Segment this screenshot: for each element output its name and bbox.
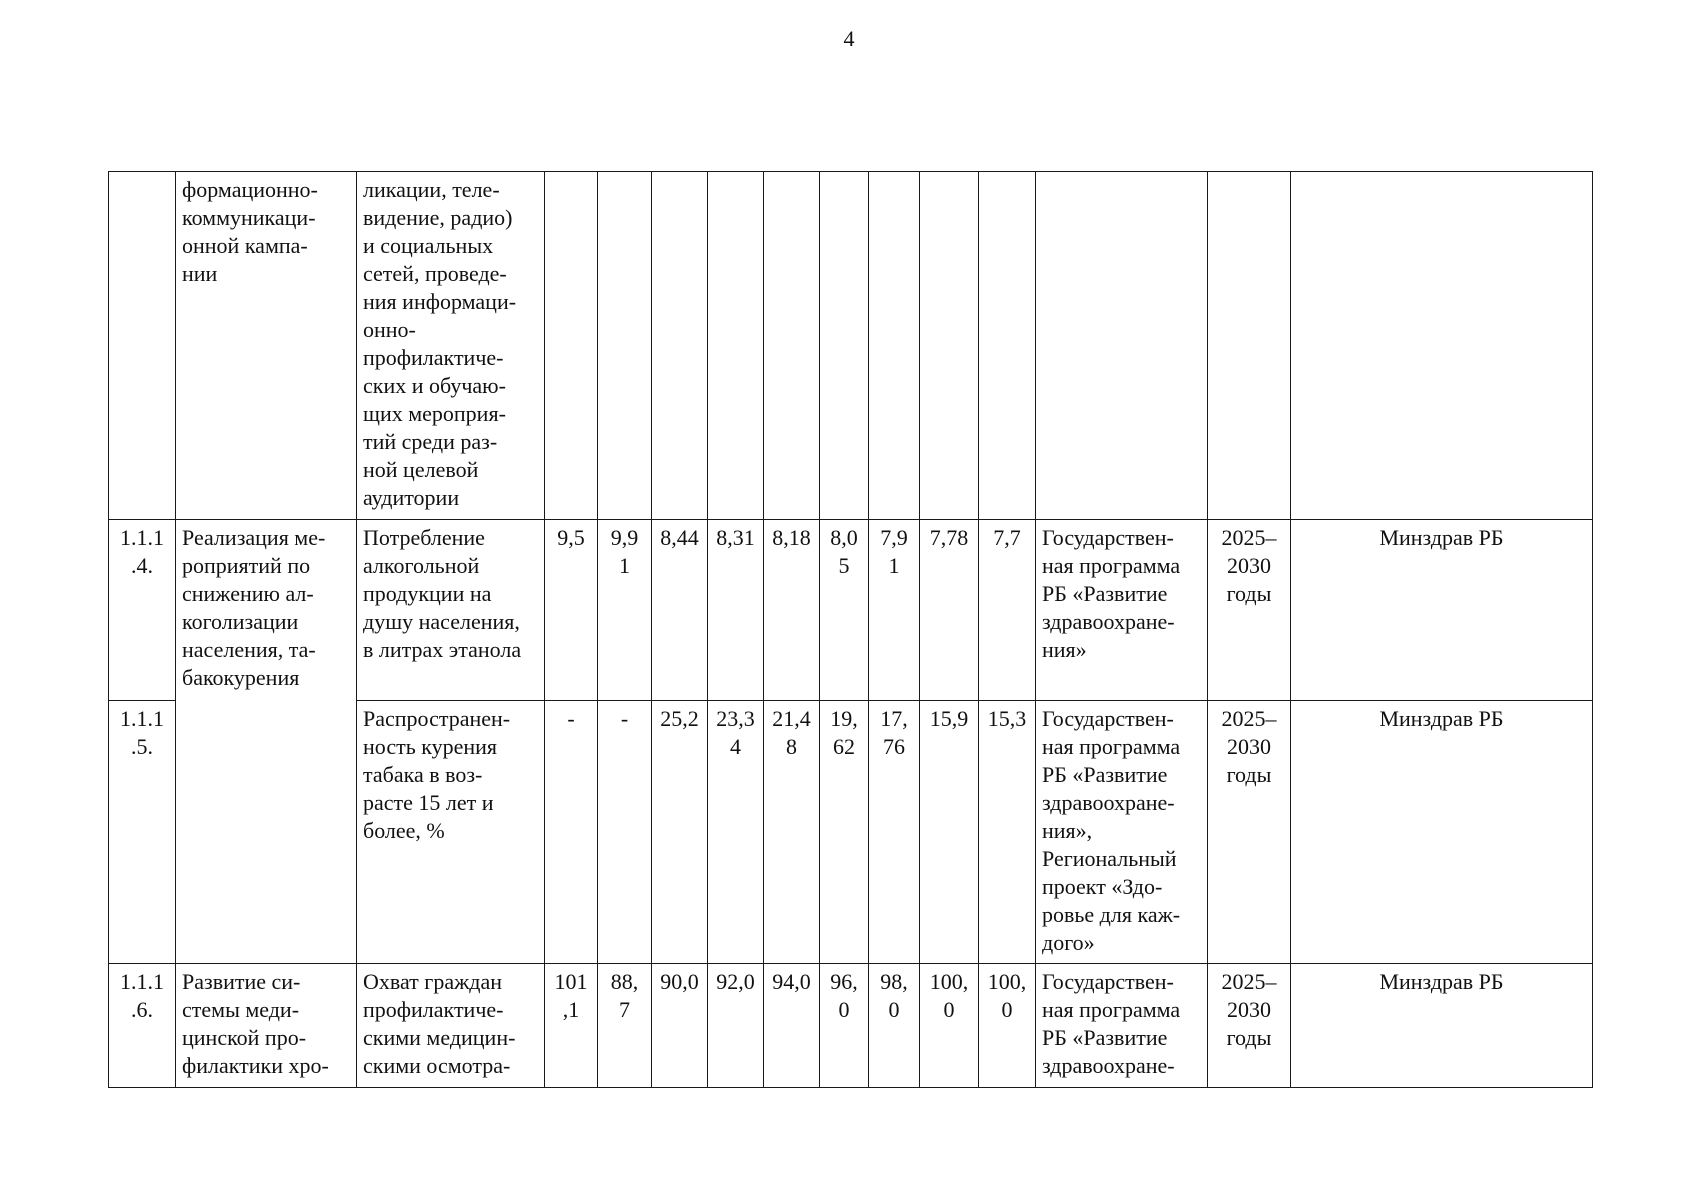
funding-source xyxy=(1036,172,1208,520)
indicator-value: 9,5 xyxy=(545,520,598,701)
indicator-name: ликации, теле- видение, радио) и социальных сетей, проведе- ния информаци- онно- профилактиче- ских и обучаю- щих мероприя- тий среди раз- ной целевой аудитории xyxy=(357,172,545,520)
event-name: Реализация ме- роприятий по снижению ал- коголизации населения, та- бакокурения xyxy=(176,520,357,964)
implementation-period: 2025– 2030 годы xyxy=(1208,520,1291,701)
indicator-value: 94,0 xyxy=(764,964,820,1088)
funding-source: Государствен- ная программа РБ «Развитие здравоохране- xyxy=(1036,964,1208,1088)
indicator-value: 7,9 1 xyxy=(869,520,920,701)
indicator-value: 7,7 xyxy=(979,520,1036,701)
indicator-name: Охват граждан профилактиче- скими медицин- скими осмотра- xyxy=(357,964,545,1088)
indicator-value: 90,0 xyxy=(652,964,708,1088)
indicator-value: - xyxy=(545,701,598,964)
indicator-value: 19, 62 xyxy=(820,701,869,964)
indicator-value: 23,3 4 xyxy=(708,701,764,964)
indicator-value: 92,0 xyxy=(708,964,764,1088)
executor: Минздрав РБ xyxy=(1291,520,1593,701)
indicator-value: 100, 0 xyxy=(979,964,1036,1088)
indicator-value xyxy=(708,172,764,520)
indicator-value: 15,9 xyxy=(920,701,979,964)
indicator-value xyxy=(869,172,920,520)
indicator-value: 25,2 xyxy=(652,701,708,964)
row-number: 1.1.1 .5. xyxy=(109,701,176,964)
indicator-value: 21,4 8 xyxy=(764,701,820,964)
indicator-value xyxy=(545,172,598,520)
indicator-value: 9,9 1 xyxy=(598,520,652,701)
executor xyxy=(1291,172,1593,520)
funding-source: Государствен- ная программа РБ «Развитие здравоохране- ния», Региональный проект «Здо- ровье для каж- дого» xyxy=(1036,701,1208,964)
indicator-value: 98, 0 xyxy=(869,964,920,1088)
indicator-value: 7,78 xyxy=(920,520,979,701)
implementation-period: 2025– 2030 годы xyxy=(1208,701,1291,964)
indicator-name: Распространен- ность курения табака в воз- расте 15 лет и более, % xyxy=(357,701,545,964)
indicator-value: 8,31 xyxy=(708,520,764,701)
row-number: 1.1.1 .6. xyxy=(109,964,176,1088)
indicator-value: 88, 7 xyxy=(598,964,652,1088)
indicator-value xyxy=(764,172,820,520)
table-row xyxy=(109,520,1593,701)
indicator-value: 15,3 xyxy=(979,701,1036,964)
table-row xyxy=(109,964,1593,1088)
implementation-period xyxy=(1208,172,1291,520)
indicator-value: - xyxy=(598,701,652,964)
indicator-name: Потребление алкогольной продукции на душу населения, в литрах этанола xyxy=(357,520,545,701)
table-row xyxy=(109,172,1593,520)
implementation-period: 2025– 2030 годы xyxy=(1208,964,1291,1088)
indicator-value: 8,18 xyxy=(764,520,820,701)
executor: Минздрав РБ xyxy=(1291,701,1593,964)
program-table xyxy=(108,171,1593,1088)
indicator-value xyxy=(979,172,1036,520)
page-number: 4 xyxy=(843,26,855,51)
indicator-value: 8,0 5 xyxy=(820,520,869,701)
indicator-value: 101 ,1 xyxy=(545,964,598,1088)
funding-source: Государствен- ная программа РБ «Развитие здравоохране- ния» xyxy=(1036,520,1208,701)
indicator-value xyxy=(652,172,708,520)
event-name: Развитие си- стемы меди- цинской про- филактики хро- xyxy=(176,964,357,1088)
executor: Минздрав РБ xyxy=(1291,964,1593,1088)
indicator-value: 96, 0 xyxy=(820,964,869,1088)
indicator-value xyxy=(820,172,869,520)
indicator-value xyxy=(598,172,652,520)
event-name: формационно- коммуникаци- онной кампа- нии xyxy=(176,172,357,520)
row-number xyxy=(109,172,176,520)
row-number: 1.1.1 .4. xyxy=(109,520,176,701)
indicator-value: 8,44 xyxy=(652,520,708,701)
indicator-value xyxy=(920,172,979,520)
indicator-value: 100, 0 xyxy=(920,964,979,1088)
indicator-value: 17, 76 xyxy=(869,701,920,964)
